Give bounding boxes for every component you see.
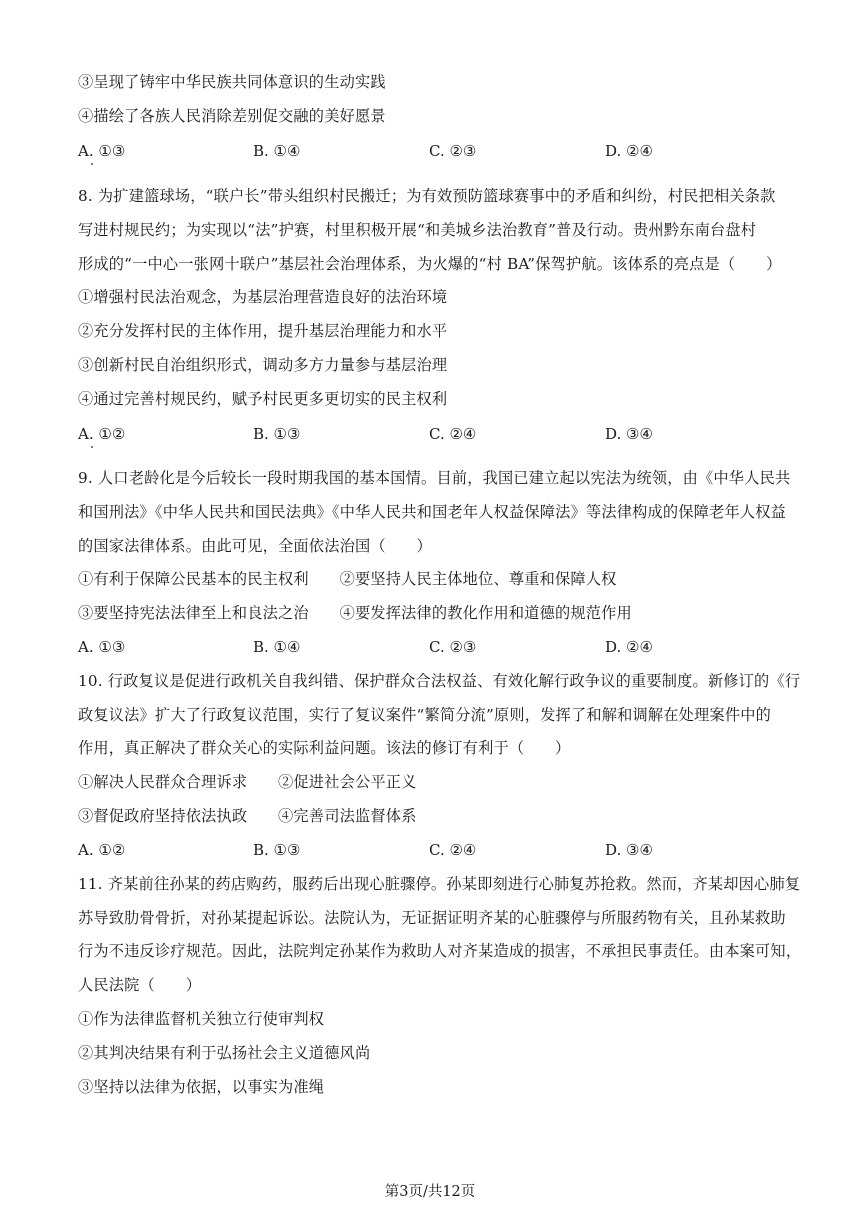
question-11-stem: 行为不违反诊疗规范。因此，法院判定孙某作为救助人对齐某造成的损害，不承担民事责任。由本案可知， — [78, 942, 802, 960]
option-statement: ③呈现了铸牢中华民族共同体意识的生动实践 — [78, 73, 386, 91]
answer-choice-b: B. ①④ — [253, 638, 301, 656]
question-10-stem: 政复议法》扩大了行政复议范围，实行了复议案件“繁简分流”原则，发挥了和解和调解在处理案件中的 — [78, 706, 771, 724]
option-statement: ①增强村民法治观念，为基层治理营造良好的法治环境 — [78, 288, 448, 306]
option-statement: ③坚持以法律为依据，以事实为准绳 — [78, 1078, 325, 1096]
option-statement: ③创新村民自治组织形式，调动多方力量参与基层治理 — [78, 356, 448, 374]
answer-choice-a: A. ①② — [78, 841, 126, 859]
question-11-stem: 人民法院（ ） — [78, 976, 202, 994]
answer-choice-b: B. ①③ — [253, 425, 301, 443]
option-statement: ②充分发挥村民的主体作用，提升基层治理能力和水平 — [78, 322, 448, 340]
answer-choice-c: C. ②④ — [429, 841, 477, 859]
answer-choice-d: D. ②④ — [605, 142, 653, 160]
option-statement: ①有利于保障公民基本的民主权利 ②要坚持人民主体地位、尊重和保障人权 — [78, 570, 617, 588]
answer-choice-a: A. ①③ — [78, 638, 126, 656]
question-8-stem: 形成的“一中心一张网十联户”基层社会治理体系，为火爆的“村 BA”保驾护航。该体系的亮点是（ ） — [78, 255, 782, 273]
answer-choice-d: D. ③④ — [605, 841, 653, 859]
question-9-stem: 9. 人口老龄化是今后较长一段时期我国的基本国情。目前，我国已建立起以宪法为统领，由《中华人民共 — [78, 469, 791, 487]
question-9-stem: 的国家法律体系。由此可见，全面依法治国（ ） — [78, 537, 432, 555]
answer-choice-d: D. ③④ — [605, 425, 653, 443]
option-statement: ②其判决结果有利于弘扬社会主义道德风尚 — [78, 1044, 371, 1062]
answer-choice-c: C. ②③ — [429, 638, 477, 656]
option-statement: ④通过完善村规民约，赋予村民更多更切实的民主权利 — [78, 390, 448, 408]
answer-choice-b: B. ①④ — [253, 142, 301, 160]
option-statement: ①作为法律监督机关独立行使审判权 — [78, 1010, 325, 1028]
answer-choice-a: A. ①② — [78, 425, 126, 443]
answer-choice-a: A. ①③ — [78, 142, 126, 160]
scan-speck — [91, 163, 93, 165]
answer-choice-d: D. ②④ — [605, 638, 653, 656]
option-statement: ④描绘了各族人民消除差别促交融的美好愿景 — [78, 107, 386, 125]
question-8-stem: 8. 为扩建篮球场，“联户长”带头组织村民搬迁；为有效预防篮球赛事中的矛盾和纠纷，村民把相关条款 — [78, 187, 776, 205]
option-statement: ③要坚持宪法法律至上和良法之治 ④要发挥法律的教化作用和道德的规范作用 — [78, 604, 632, 622]
page-number: 第3页/共12页 — [384, 1184, 476, 1200]
answer-choice-b: B. ①③ — [253, 841, 301, 859]
question-10-stem: 10. 行政复议是促进行政机关自我纠错、保护群众合法权益、有效化解行政争议的重要制度。新修订的《行 — [78, 672, 801, 690]
scan-speck — [91, 446, 93, 448]
question-11-stem: 苏导致肋骨骨折，对孙某提起诉讼。法院认为，无证据证明齐某的心脏骤停与所服药物有关，且孙某救助 — [78, 909, 786, 927]
option-statement: ①解决人民群众合理诉求 ②促进社会公平正义 — [78, 773, 417, 791]
question-11-stem: 11. 齐某前往孙某的药店购药，服药后出现心脏骤停。孙某即刻进行心肺复苏抢救。然而，齐某却因心肺复 — [78, 875, 801, 893]
question-8-stem: 写进村规民约；为实现以“法”护赛，村里积极开展“和美城乡法治教育”普及行动。贵州黔东南台盘村 — [78, 221, 757, 239]
question-9-stem: 和国刑法》《中华人民共和国民法典》《中华人民共和国老年人权益保障法》等法律构成的保障老年人权益 — [78, 503, 787, 521]
answer-choice-c: C. ②③ — [429, 142, 477, 160]
question-10-stem: 作用，真正解决了群众关心的实际利益问题。该法的修订有利于（ ） — [78, 739, 571, 757]
option-statement: ③督促政府坚持依法执政 ④完善司法监督体系 — [78, 807, 417, 825]
answer-choice-c: C. ②④ — [429, 425, 477, 443]
